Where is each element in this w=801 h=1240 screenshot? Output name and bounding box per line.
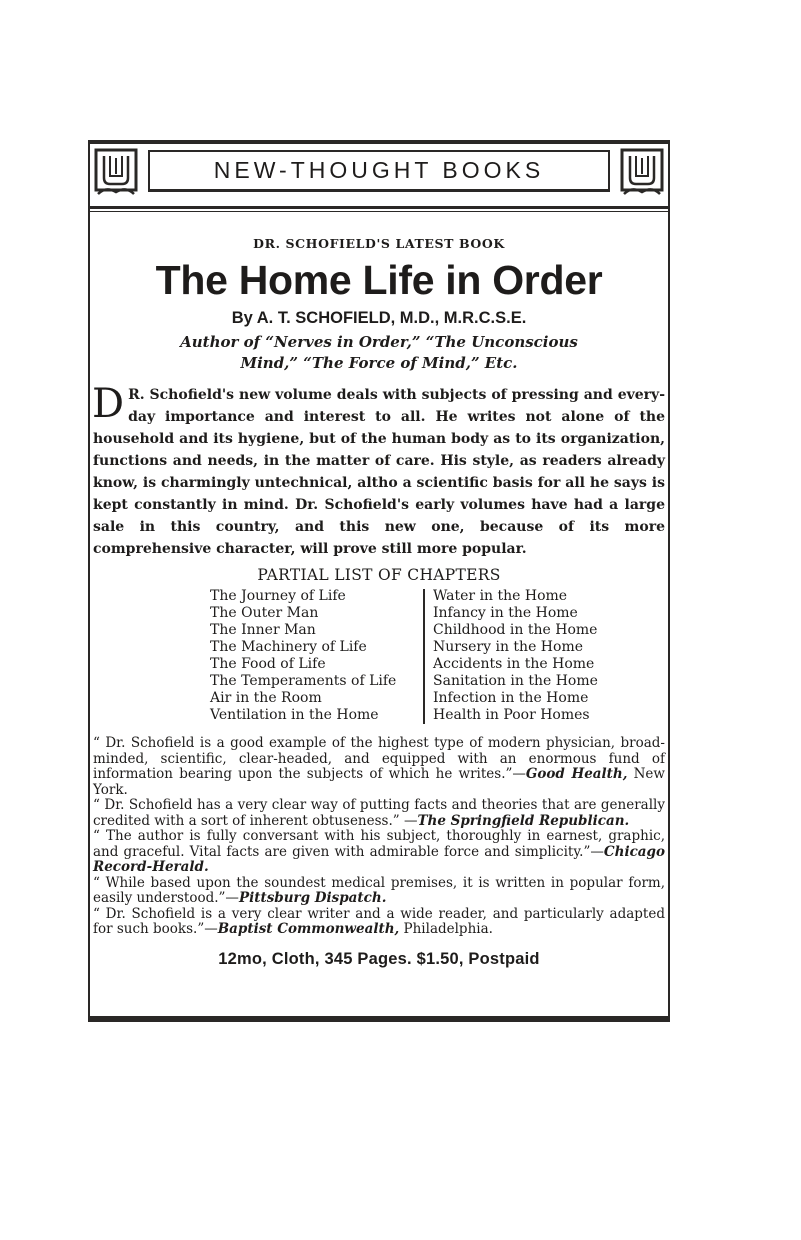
chapter-item: The Machinery of Life bbox=[210, 639, 367, 655]
header-rule bbox=[90, 206, 668, 209]
review-quote bbox=[93, 829, 665, 876]
series-header bbox=[90, 144, 668, 208]
chapter-item: Ventilation in the Home bbox=[210, 707, 379, 723]
chapter-list bbox=[210, 588, 666, 724]
drop-cap: D bbox=[92, 381, 125, 427]
press-reviews bbox=[92, 736, 666, 938]
review-source: The Springfield Republican. bbox=[417, 812, 630, 829]
review-source: Baptist Commonwealth, bbox=[217, 921, 400, 937]
chapter-item: The Journey of Life bbox=[210, 588, 346, 604]
review-quote bbox=[93, 736, 665, 798]
review-text: “ Dr. Schofield is a very clear writer and a wide reader, and particularly adapted for such books.”— bbox=[93, 905, 665, 937]
intro-paragraph bbox=[92, 381, 666, 560]
chapter-column-left bbox=[210, 588, 423, 724]
review-text: “ While based upon the soundest medical premises, it is written in popular form, easily understood.”— bbox=[93, 874, 665, 906]
chapter-item: The Food of Life bbox=[210, 656, 326, 672]
review-source: Chicago Record-Herald. bbox=[93, 843, 665, 875]
review-source-suffix: Philadelphia. bbox=[399, 921, 493, 937]
review-text: “ Dr. Schofield has a very clear way of putting facts and theories that are generally credited with a sort of inherent obtuseness.” — bbox=[93, 797, 665, 829]
decorative-emblem-icon bbox=[94, 148, 138, 196]
review-source-suffix: New York. bbox=[93, 766, 665, 798]
byline: By A. T. SCHOFIELD, M.D., M.R.C.S.E. bbox=[231, 309, 527, 327]
book-title: The Home Life in Order bbox=[155, 257, 603, 303]
kicker: DR. SCHOFIELD'S LATEST BOOK bbox=[253, 236, 505, 251]
page-content bbox=[92, 224, 666, 969]
chapter-item: The Outer Man bbox=[210, 605, 319, 621]
author-of-line-2: Mind,” “The Force of Mind,” Etc. bbox=[240, 354, 518, 372]
review-text: “ Dr. Schofield is a good example of the highest type of modern physician, broad-minded, scientific, clear-headed, and equipped with an enormous fund of information bearing upon the subjects of which he writes.”— bbox=[93, 735, 665, 782]
chapter-item: Health in Poor Homes bbox=[433, 707, 590, 723]
author-of bbox=[92, 332, 666, 374]
chapters-heading: PARTIAL LIST OF CHAPTERS bbox=[257, 566, 501, 584]
review-source: Good Health, bbox=[525, 766, 628, 782]
review-quote bbox=[93, 798, 665, 829]
chapter-item: Air in the Room bbox=[210, 690, 322, 706]
header-rule-thin bbox=[90, 211, 668, 212]
review-text: “ The author is fully conversant with his subject, thoroughly in earnest, graphic, and graceful. Vital facts are given with admirable force and simplicity.”— bbox=[93, 828, 665, 860]
price-line: 12mo, Cloth, 345 Pages. $1.50, Postpaid bbox=[218, 949, 540, 968]
review-quote bbox=[93, 907, 665, 938]
chapter-item: The Temperaments of Life bbox=[210, 673, 397, 689]
review-source: Pittsburg Dispatch. bbox=[238, 890, 387, 906]
series-title: NEW-THOUGHT BOOKS bbox=[148, 150, 610, 192]
chapter-item: Infancy in the Home bbox=[433, 605, 578, 621]
chapter-item: Water in the Home bbox=[433, 588, 568, 604]
chapter-item: Accidents in the Home bbox=[433, 656, 595, 672]
chapter-item: Infection in the Home bbox=[433, 690, 589, 706]
review-quote bbox=[93, 876, 665, 907]
decorative-emblem-icon bbox=[620, 148, 664, 196]
chapter-item: Childhood in the Home bbox=[433, 622, 598, 638]
chapter-item: The Inner Man bbox=[210, 622, 316, 638]
column-divider bbox=[423, 589, 425, 724]
chapter-item: Sanitation in the Home bbox=[433, 673, 598, 689]
chapter-item: Nursery in the Home bbox=[433, 639, 584, 655]
chapter-column-right bbox=[433, 588, 663, 724]
intro-text: R. Schofield's new volume deals with subjects of pressing and every-day importance and interest to all. He writes not alone of the household and its hygiene, but of the human body as to its organization, functions and needs, in the matter of care. His style, as readers already know, is charmingly untechnical, altho a scientific basis for all he says is kept constantly in mind. Dr. Schofield's early volumes have had a large sale in this country, and this new one, because of its more comprehensive character, will prove still more popular. bbox=[93, 387, 665, 557]
author-of-line-1: Author of “Nerves in Order,” “The Unconscious bbox=[180, 333, 578, 351]
